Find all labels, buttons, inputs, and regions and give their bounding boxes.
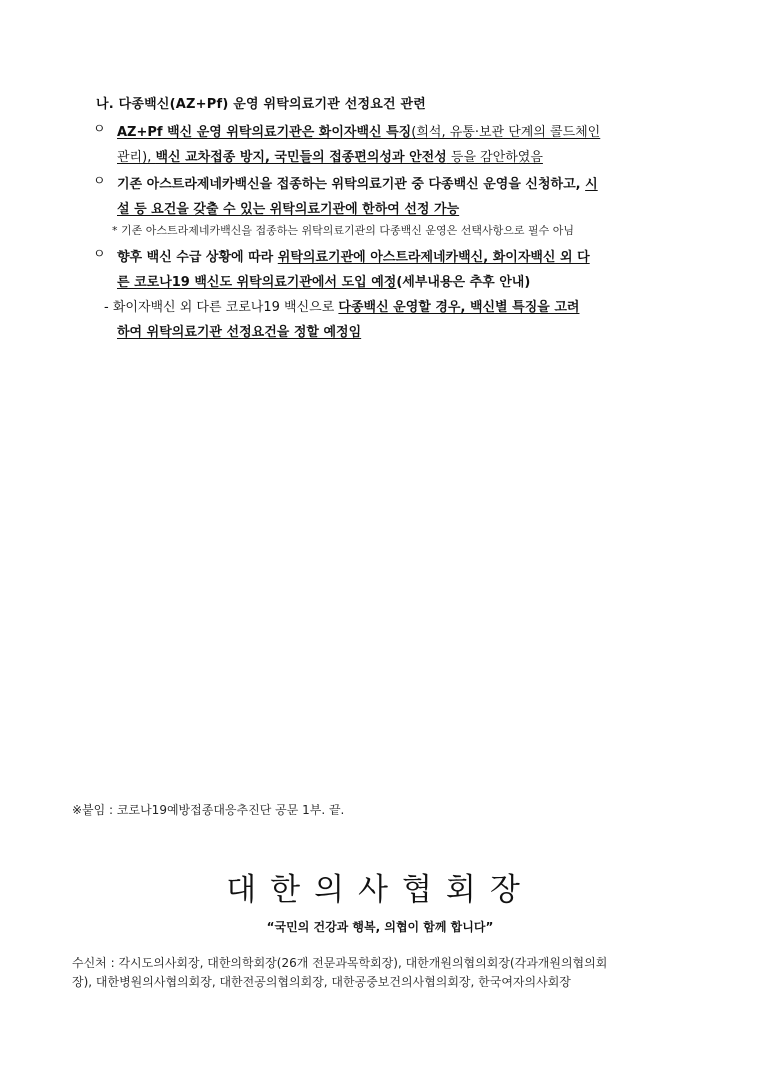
dash-line-2: 하여 위탁의료기관 선정요건을 정할 예정임 [117, 325, 362, 340]
slogan: “국민의 건강과 행복, 의협이 함께 합니다” [266, 920, 494, 934]
dash-text-underlined: 다종백신 운영할 경우, 백신별 특징을 고려 [338, 300, 580, 315]
bullet-3-line-2 [117, 271, 530, 290]
bullet-2-footnote: * 기존 아스트라제네카백신을 접종하는 위탁의료기관의 다종백신 운영은 선택사항으로 필수 아님 [112, 224, 575, 237]
dash-line-1 [104, 296, 579, 315]
bullet-marker: ㅇ [93, 174, 106, 189]
bullet-1-line-2 [117, 146, 543, 165]
bullet-3-tail: (세부내용은 추후 안내) [396, 275, 531, 290]
bullet-marker: ㅇ [93, 247, 106, 262]
bullet-1-detail: (희석, 유통·보관 단계의 콜드체인 [411, 125, 601, 140]
bullet-2-text-underlined: 시 [585, 177, 598, 192]
bullet-3-line-1 [117, 246, 590, 265]
bullet-3-text-underlined: 위탁의료기관에 아스트라제네카백신, 화이자백신 외 다 [277, 250, 590, 265]
section-title: 나. 다종백신(AZ+Pf) 운영 위탁의료기관 선정요건 관련 [96, 97, 427, 112]
bullet-1-emphasis: AZ+Pf 백신 운영 위탁의료기관은 화이자백신 특징 [117, 125, 412, 140]
recipients-line-1: 수신처 : 각시도의사회장, 대한의학회장(26개 전문과목학회장), 대한개원의협의회장(각과개원의협의회 [72, 956, 608, 970]
dash-text: - 화이자백신 외 다른 코로나19 백신으로 [104, 300, 339, 315]
bullet-3-text: 향후 백신 수급 상황에 따라 [117, 250, 278, 265]
bullet-2-text: 기존 아스트라제네카백신을 접종하는 위탁의료기관 중 다종백신 운영을 신청하고, [117, 177, 586, 192]
bullet-3-text-underlined-2: 른 코로나19 백신도 위탁의료기관에서 도입 예정 [117, 275, 397, 290]
bullet-marker: ㅇ [93, 122, 106, 137]
bullet-2-line-1 [117, 173, 598, 192]
bullet-2-line-2: 설 등 요건을 갖출 수 있는 위탁의료기관에 한하여 선정 가능 [117, 202, 460, 217]
bullet-1-line-1 [117, 121, 600, 140]
recipients-line-2: 장), 대한병원의사협의회장, 대한전공의협의회장, 대한공중보건의사협의회장, 한국여자의사회장 [72, 975, 571, 989]
bullet-1-emphasis-2: 백신 교차접종 방지, 국민들의 접종편의성과 안전성 [155, 150, 447, 165]
bullet-1-detail-end: 관리), [117, 150, 156, 165]
signature-title: 대한의사협회장 [226, 872, 534, 908]
attachment-note: ※붙임 : 코로나19예방접종대응추진단 공문 1부. 끝. [72, 803, 345, 817]
bullet-1-tail: 등을 감안하였음 [446, 150, 543, 165]
